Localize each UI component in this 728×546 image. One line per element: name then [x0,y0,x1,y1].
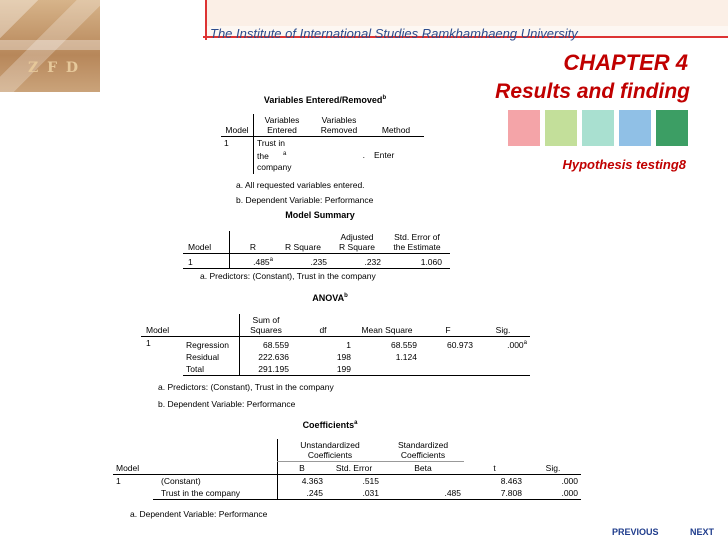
anova-cell-ms [354,363,420,376]
ms-cell-model: 1 [183,254,230,269]
anova-title-text: ANOVA [312,293,345,303]
ve-note-b-text: Dependent Variable: Performance [245,195,374,205]
coef-cell-beta [382,475,464,488]
anova-cell-sig [476,363,530,376]
color-swatch-5 [656,110,688,146]
anova-header-ss [240,314,293,337]
section-title: Hypothesis testing8 [562,157,686,172]
color-swatch-2 [545,110,577,146]
ms-header-adj [330,231,384,254]
coef-header-std-line1: Standardized [397,440,449,450]
anova-note-b-text: Dependent Variable: Performance [167,399,296,409]
coef-header-sig: Sig. [545,463,561,473]
ms-header-rsq: R Square [285,242,321,252]
ms-header-adj-line1: Adjusted [340,232,374,242]
header-divider-vertical [205,0,207,40]
coef-header-std [382,439,464,462]
chapter-title: CHAPTER 4 [563,50,688,75]
ve-cell-entered [254,137,311,174]
anova-cell-ss: 222.636 [240,351,293,363]
coef-header-unstd-line2: Coefficients [307,450,353,460]
ms-cell-rsq: .235 [276,254,330,269]
coef-cell-b: .245 [278,487,327,500]
ms-header-se-line1: Std. Error of [394,232,440,242]
anova-cell-ss: 68.559 [240,337,293,351]
color-swatch-1 [508,110,540,146]
ve-header-removed: Variables Removed [320,115,358,135]
coef-header-blank-1 [113,439,153,462]
previous-link[interactable]: PREVIOUS [612,527,659,537]
next-link[interactable]: NEXT [690,527,715,537]
variables-entered-title-text: Variables Entered/Removed [263,95,383,105]
ms-header-se [384,231,450,254]
logo-stripe [0,40,100,50]
anova-header-sig: Sig. [495,325,511,335]
anova-note-b-mark: b. [158,399,166,409]
ve-note-b-mark: b. [236,195,244,205]
ms-header-model: Model [188,242,212,252]
anova-row-label: Residual [186,351,220,362]
anova-cell-df: 1 [292,337,354,351]
coef-note-a [130,509,267,519]
anova-title [290,293,370,303]
anova-header-ss-line2: Squares [250,325,282,335]
coef-header-blank-2 [153,439,278,462]
model-summary-table [183,231,450,269]
anova-header-ms: Mean Square [361,325,413,335]
ms-header-se-line2: the Estimate [393,242,441,252]
ms-note-a [200,271,376,281]
variables-entered-title-sup: b [382,95,387,101]
coefficients-table [113,439,581,500]
chapter-subtitle: Results and finding [495,80,690,103]
coef-header-blank-3 [464,439,525,462]
ve-entered-line1: Trust in [257,138,286,148]
ms-note-text: Predictors: (Constant), Trust in the company [209,271,376,281]
coef-row-label: (Constant) [153,475,278,488]
anova-title-sup: b [344,293,348,299]
coef-cell-beta: .485 [382,487,464,500]
coef-cell-t: 7.808 [464,487,525,500]
variables-entered-table [221,114,424,174]
ve-header-model: Model [225,125,249,135]
coef-header-se: Std. Error [335,463,373,473]
logo-text: Z F D [28,60,81,76]
ms-cell-adj: .232 [330,254,384,269]
ve-note-a-text: All requested variables entered. [245,180,365,190]
coef-cell-model: 1 [113,475,153,500]
coef-cell-sig: .000 [525,475,581,488]
anova-header-f: F [445,325,451,335]
ve-note-b [236,195,373,205]
coef-header-beta: Beta [414,463,432,473]
coefficients-title-sup: a [354,420,358,426]
anova-cell-df: 198 [336,351,351,362]
ve-entered-sup: a [283,151,287,157]
model-summary-title: Model Summary [285,210,355,220]
coef-header-t: t [493,463,496,473]
coef-cell-sig: .000 [525,487,581,500]
ve-cell-method: Enter [368,137,424,174]
ve-entered-line2: the [257,150,269,161]
header-band [205,0,728,26]
coef-note-mark: a. [130,509,138,519]
coef-header-label [153,462,278,475]
ms-cell-r [230,254,277,269]
color-swatch-3 [582,110,614,146]
coef-cell-b: 4.363 [278,475,327,488]
coef-header-unstd-line1: Unstandardized [300,440,360,450]
ve-note-a-mark: a. [236,180,244,190]
anova-row-label: Total [183,363,240,376]
ve-header-method: Method [381,125,411,135]
ve-cell-model: 1 [221,137,254,174]
anova-cell-f: 60.973 [420,337,476,351]
anova-row-label: Regression [183,337,240,351]
coef-cell-se: .515 [326,475,382,488]
coef-header-std-line2: Coefficients [400,450,446,460]
anova-table [141,314,530,376]
anova-header-ss-line1: Sum of [252,315,280,325]
university-logo-image [0,0,100,92]
ve-header-entered: Variables Entered [254,114,311,137]
anova-header-model: Model [146,325,170,335]
anova-note-a [158,382,334,392]
anova-cell-sig [476,337,530,351]
institution-name: The Institute of International Studies Ramkhamhaeng University [210,26,578,41]
coef-row-label: Trust in the company [153,487,278,500]
variables-entered-title [250,95,400,105]
anova-cell-df: 199 [292,363,354,376]
anova-cell-model: 1 [141,337,183,376]
ms-header-r: R [230,231,277,254]
coef-note-text: Dependent Variable: Performance [139,509,268,519]
anova-sig-value: .000 [507,339,524,350]
anova-cell-f [420,363,476,376]
ve-note-a [236,180,365,190]
anova-sig-sup: a [523,340,527,346]
ms-note-mark: a. [200,271,208,281]
anova-cell-ms: 1.124 [395,351,417,362]
ms-cell-se: 1.060 [384,254,450,269]
coef-header-model: Model [116,463,140,473]
anova-note-a-mark: a. [158,382,166,392]
ms-header-adj-line2: R Square [339,242,375,252]
coef-header-blank-4 [525,439,581,462]
anova-header-df: df [319,325,327,335]
coef-header-b: B [278,462,327,475]
coefficients-title-text: Coefficients [302,420,355,430]
color-swatch-4 [619,110,651,146]
ms-r-value: .485 [253,256,270,267]
anova-cell-ss: 291.195 [240,363,293,376]
anova-cell-sig [476,351,530,363]
anova-cell-f [420,351,476,363]
anova-header-blank [183,314,240,337]
ve-cell-removed: . [310,137,368,174]
ve-entered-line3: company [257,161,292,172]
ms-r-sup: a [269,257,273,263]
coefficients-title [285,420,375,430]
anova-cell-ms: 68.559 [354,337,420,351]
coef-cell-se: .031 [326,487,382,500]
anova-note-b [158,399,295,409]
coef-header-unstd [278,439,383,462]
coef-cell-t: 8.463 [464,475,525,488]
anova-note-a-text: Predictors: (Constant), Trust in the company [167,382,334,392]
